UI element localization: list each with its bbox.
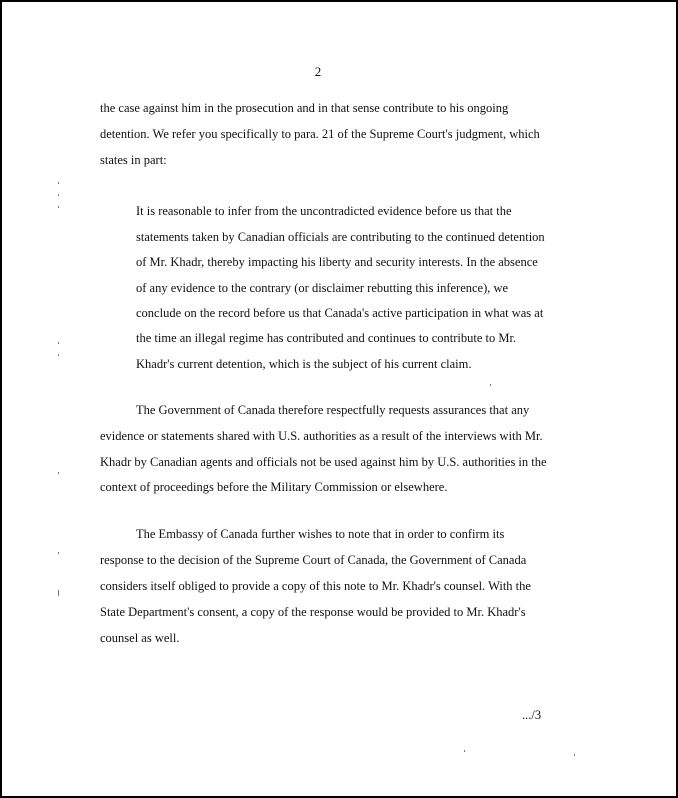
quote-line-2: statements taken by Canadian officials are contributing to the continued detention [136, 230, 545, 244]
page-number: 2 [314, 64, 322, 79]
scan-speck [58, 552, 59, 554]
quote-line-7: Khadr's current detention, which is the subject of his current claim. [136, 357, 472, 371]
para3-line-5: counsel as well. [100, 631, 180, 645]
scan-speck [58, 342, 59, 344]
scan-speck [58, 182, 59, 184]
intro-line-2: detention. We refer you specifically to para. 21 of the Supreme Court's judgment, which [100, 127, 540, 141]
scan-speck [574, 754, 575, 756]
scan-speck [58, 206, 59, 208]
scan-speck [58, 472, 59, 474]
quote-line-1: It is reasonable to infer from the uncontradicted evidence before us that the [136, 204, 512, 218]
scan-speck [58, 354, 59, 356]
para2-line-4: context of proceedings before the Military Commission or elsewhere. [100, 480, 448, 494]
continuation-marker: .../3 [522, 708, 542, 722]
scan-speck [490, 384, 491, 386]
intro-line-1: the case against him in the prosecution and in that sense contribute to his ongoing [100, 101, 509, 115]
para3-line-3: considers itself obliged to provide a copy of this note to Mr. Khadr's counsel. With the [100, 579, 531, 593]
para2-line-1: The Government of Canada therefore respectfully requests assurances that any [136, 403, 530, 417]
quote-line-6: the time an illegal regime has contributed and continues to contribute to Mr. [136, 331, 517, 345]
scan-speck [58, 194, 59, 196]
quote-line-5: conclude on the record before us that Canada's active participation in what was at [136, 306, 544, 320]
quote-line-3: of Mr. Khadr, thereby impacting his liberty and security interests. In the absence [136, 255, 538, 269]
para2-line-2: evidence or statements shared with U.S. authorities as a result of the interviews with Mr. [100, 429, 543, 443]
intro-line-3: states in part: [100, 153, 167, 167]
scan-speck [464, 750, 465, 752]
para3-line-4: State Department's consent, a copy of the response would be provided to Mr. Khadr's [100, 605, 526, 619]
para3-line-1: The Embassy of Canada further wishes to note that in order to confirm its [136, 527, 505, 541]
scan-speck [58, 590, 59, 596]
para3-line-2: response to the decision of the Supreme Court of Canada, the Government of Canada [100, 553, 527, 567]
para2-line-3: Khadr by Canadian agents and officials not be used against him by U.S. authorities in the [100, 455, 547, 469]
quote-line-4: of any evidence to the contrary (or disclaimer rebutting this inference), we [136, 281, 509, 295]
